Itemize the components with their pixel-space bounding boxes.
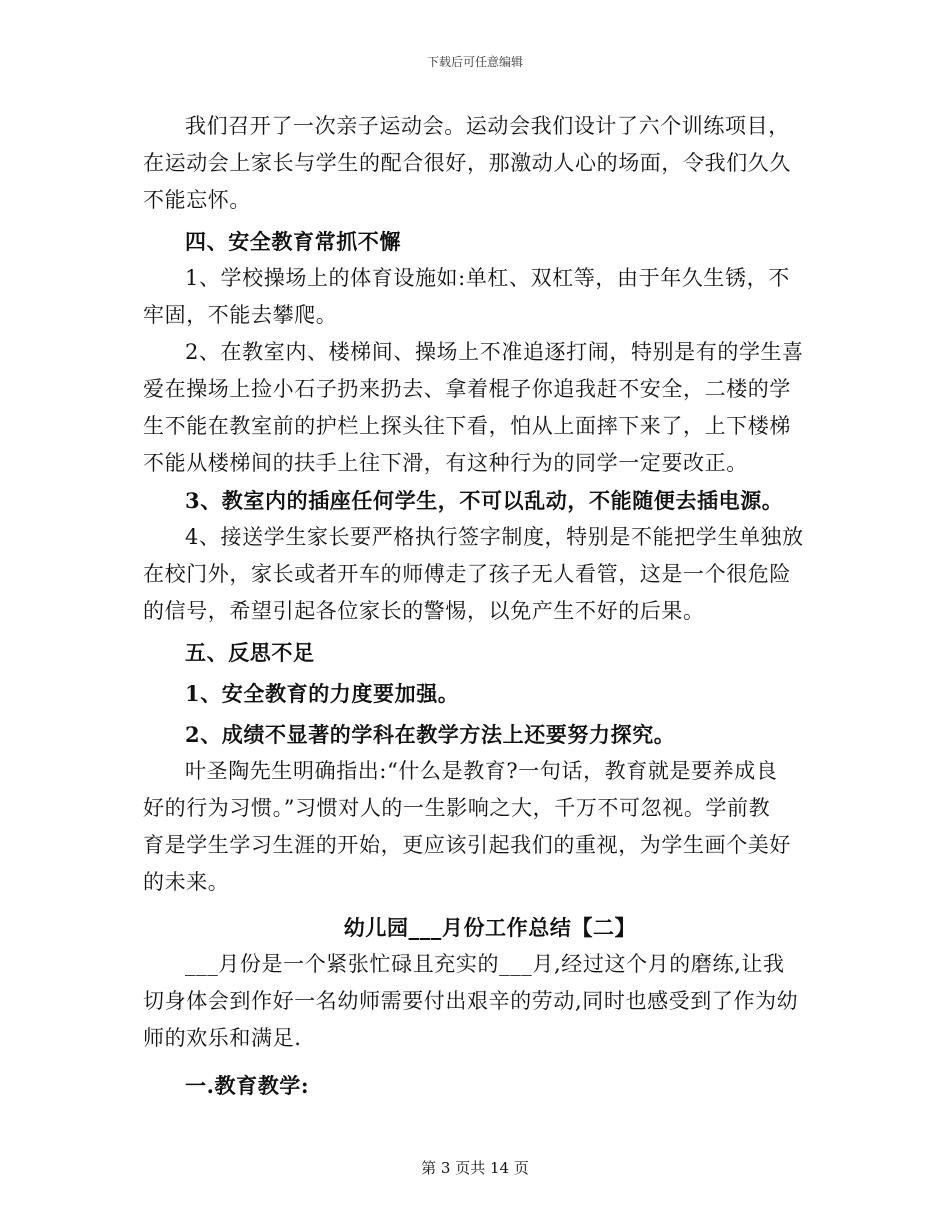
section-heading-teaching	[143, 1067, 805, 1104]
text-line: 好的行为习惯。”习惯对人的一生影响之大，千万不可忽视。学前教	[143, 796, 771, 820]
title-text: 幼儿园___月份工作总结【二】	[343, 915, 637, 940]
paragraph-safety-2	[143, 334, 805, 482]
text-line: 牢固，不能去攀爬。	[143, 303, 338, 327]
text-line: 切身体会到作好一名幼师需要付出艰辛的劳动,同时也感受到了作为幼	[143, 989, 799, 1013]
text-line: 我们召开了一次亲子运动会。运动会我们设计了六个训练项目，	[185, 114, 790, 138]
heading-text: 一.教育教学:	[185, 1073, 310, 1098]
heading-text: 四、安全教育常抓不懈	[185, 229, 401, 254]
text-line: 的信号，希望引起各位家长的警惕，以免产生不好的后果。	[143, 599, 705, 623]
text-line: 4、接送学生家长要严格执行签字制度，特别是不能把学生单独放	[185, 525, 804, 549]
paragraph-safety-1	[143, 260, 805, 334]
text-line: 在运动会上家长与学生的配合很好，那激动人心的场面，令我们久久	[143, 151, 791, 175]
text-line: 不能从楼梯间的扶手上往下滑，有这种行为的同学一定要改正。	[143, 451, 748, 475]
paragraph-safety-4	[143, 519, 805, 630]
page-header: 下载后可任意编辑	[426, 55, 523, 69]
text-line: ___月份是一个紧张忙碌且充实的___月,经过这个月的磨练,让我	[185, 952, 785, 976]
text-line: 叶圣陶先生明确指出:“什么是教育?一句话，教育就是要养成良	[185, 759, 778, 783]
text-line: 爱在操场上捡小石子扔来扔去、拿着棍子你追我赶不安全，二楼的学	[143, 377, 791, 401]
text-line: 育是学生学习生涯的开始，更应该引起我们的重视，为学生画个美好	[143, 833, 791, 857]
text-line: 2、在教室内、楼梯间、操场上不准追逐打闹，特别是有的学生喜	[185, 340, 804, 364]
text-line: 1、安全教育的力度要加强。	[185, 681, 460, 706]
text-line: 1、学校操场上的体育设施如:单杠、双杠等，由于年久生锈，不	[185, 266, 790, 290]
page-footer: 第 3 页共 14 页	[421, 1159, 529, 1177]
paragraph-sports-meeting	[143, 108, 805, 219]
paragraph-month-summary	[143, 946, 805, 1057]
paragraph-reflection-2	[143, 716, 805, 753]
paragraph-reflection-1	[143, 675, 805, 712]
paragraph-safety-3	[143, 482, 805, 519]
text-line: 师的欢乐和满足.	[143, 1026, 302, 1050]
text-line: 3、教室内的插座任何学生，不可以乱动，不能随便去插电源。	[185, 488, 784, 513]
paragraph-quote	[143, 753, 805, 901]
document-body	[143, 108, 805, 1104]
heading-text: 五、反思不足	[185, 640, 315, 665]
text-line: 在校门外，家长或者开车的师傅走了孩子无人看管，这是一个很危险	[143, 562, 791, 586]
text-line: 生不能在教室前的护栏上探头往下看，怕从上面摔下来了，上下楼梯	[143, 414, 791, 438]
text-line: 不能忘怀。	[143, 188, 251, 212]
section-heading-safety	[143, 223, 805, 260]
section-title-part-two	[175, 909, 805, 946]
section-heading-reflection	[143, 634, 805, 671]
text-line: 的未来。	[143, 870, 230, 894]
text-line: 2、成绩不显著的学科在教学方法上还要努力探究。	[185, 722, 676, 747]
